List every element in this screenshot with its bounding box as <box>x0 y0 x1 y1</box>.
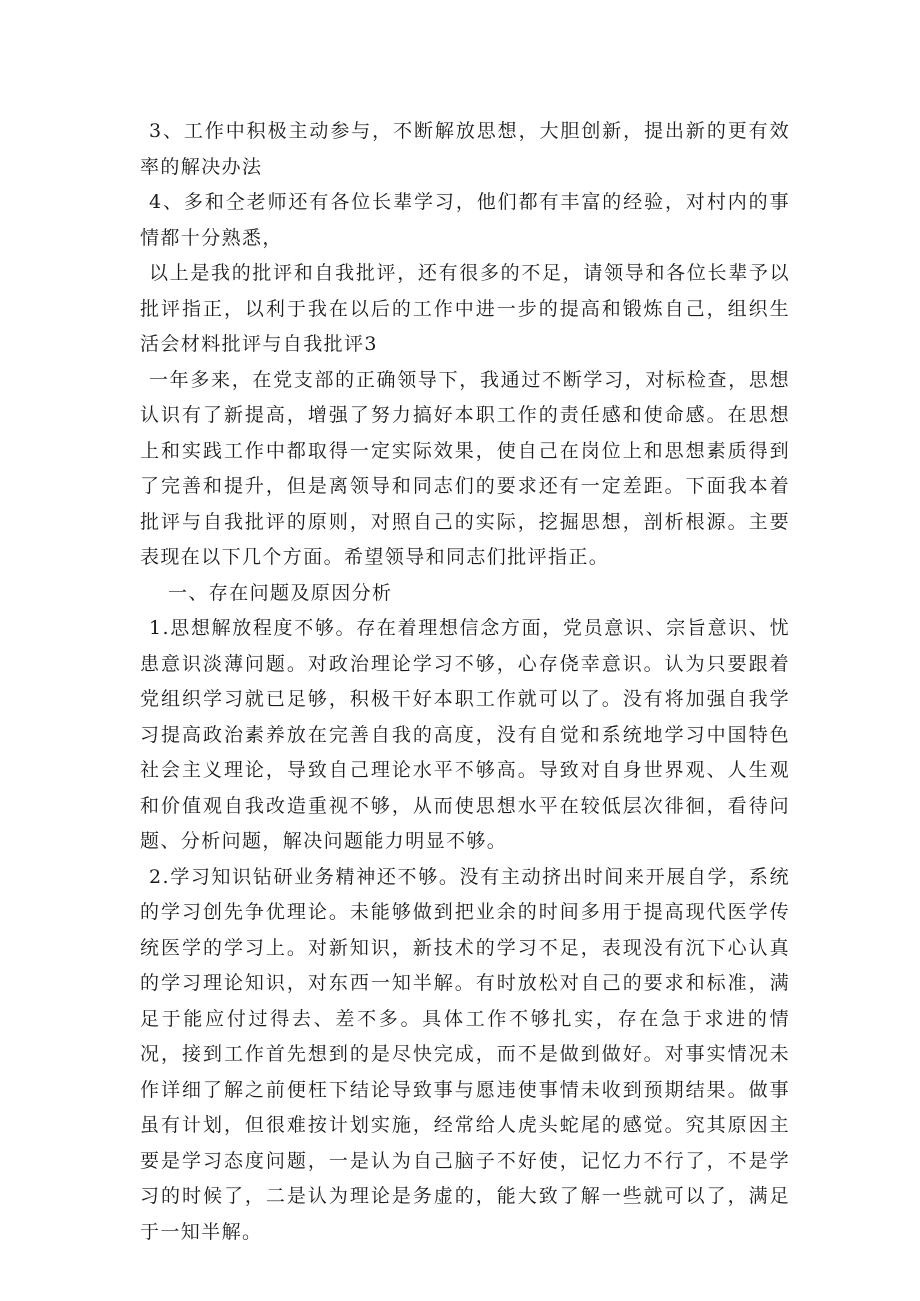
section-heading: 一、存在问题及原因分析 <box>168 581 393 604</box>
paragraph-problem-2: 2.学习知识钻研业务精神还不够。没有主动挤出时间来开展自学，系统的学习创先争优理论。未能够做到把业余的时间多用于提高现代医学传统医学的学习上。对新知识，新技术的学习不足，表现没有沉下心认真的学习理论知识，对东西一知半解。有时放松对自己的要求和标准，满足于能应付过得去、差不多。具体工作不够扎实，存在急于求进的情况，接到工作首先想到的是尽快完成，而不是做到做好。对事实情况未作详细了解之前便枉下结论导致事与愿违使事情未收到预期结果。做事虽有计划，但很难按计划实施，经常给人虎头蛇尾的感觉。究其原因主要是学习态度问题，一是认为自己脑子不好使，记忆力不行了，不是学习的时候了，二是认为理论是务虚的，能大致了解一些就可以了，满足于一知半解。 <box>140 865 790 1243</box>
paragraph-intro: 一年多来，在党支部的正确领导下，我通过不断学习，对标检查，思想认识有了新提高，增强了努力搞好本职工作的责任感和使命感。在思想上和实践工作中都取得一定实际效果，使自己在岗位上和思想素质得到了完善和提升，但是离领导和同志们的要求还有一定差距。下面我本着批评与自我批评的原则，对照自己的实际，挖掘思想，剖析根源。主要表现在以下几个方面。希望领导和同志们批评指正。 <box>140 368 790 568</box>
document-body <box>140 114 790 1250</box>
paragraph-summary: 以上是我的批评和自我批评，还有很多的不足，请领导和各位长辈予以批评指正，以利于我在以后的工作中进一步的提高和锻炼自己，组织生活会材料批评与自我批评3 <box>140 262 790 355</box>
paragraph-item-3: 3、工作中积极主动参与，不断解放思想，大胆创新，提出新的更有效率的解决办法 <box>140 120 790 178</box>
paragraph-problem-1: 1.思想解放程度不够。存在着理想信念方面，党员意识、宗旨意识、忧患意识淡薄问题。对政治理论学习不够，心存侥幸意识。认为只要跟着党组织学习就已足够，积极干好本职工作就可以了。没有将加强自我学习提高政治素养放在完善自我的高度，没有自觉和系统地学习中国特色社会主义理论，导致自己理论水平不够高。导致对自身世界观、人生观和价值观自我改造重视不够，从而使思想水平在较低层次徘徊，看待问题、分析问题，解决问题能力明显不够。 <box>140 617 790 852</box>
paragraph-item-4: 4、多和仝老师还有各位长辈学习，他们都有丰富的经验，对村内的事情都十分熟悉， <box>140 191 790 249</box>
